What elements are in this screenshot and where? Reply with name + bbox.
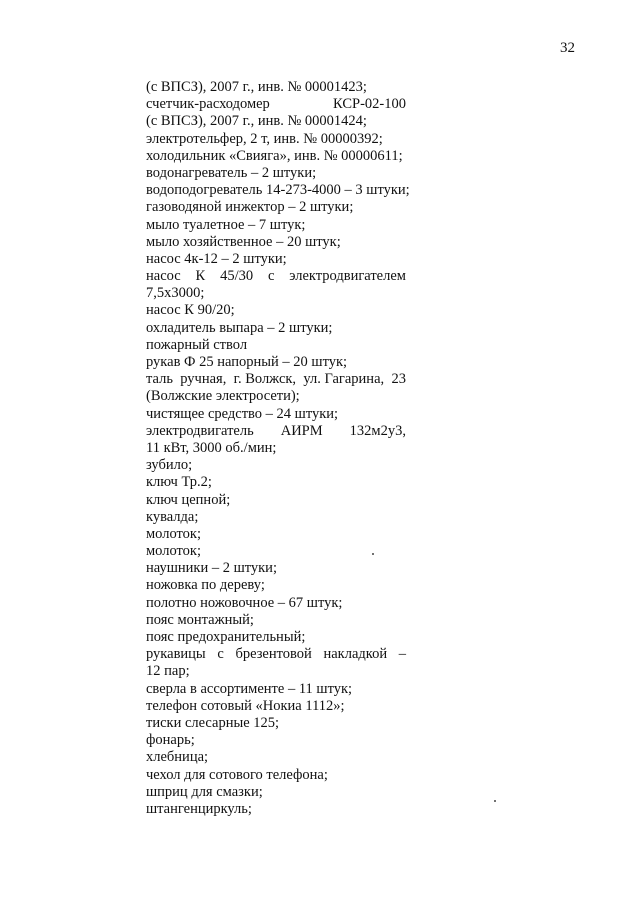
document-line: холодильник «Свияга», инв. № 00000611; (146, 147, 403, 164)
document-line-word: электродвигателем (289, 268, 406, 285)
document-line-word: КСР-02-100 (333, 96, 406, 113)
scan-speck (494, 800, 496, 802)
document-line: (Волжские электросети); (146, 388, 300, 405)
document-line (146, 423, 406, 440)
document-line-word: с (267, 268, 275, 285)
document-line: наушники – 2 штуки; (146, 560, 277, 577)
document-line: ключ Тр.2; (146, 474, 212, 491)
document-line-word: ручная, (180, 371, 227, 388)
document-line: водонагреватель – 2 штуки; (146, 164, 317, 181)
document-line-word: электродвигатель (146, 422, 254, 439)
document-line: фонарь; (146, 732, 195, 749)
document-line: пояс монтажный; (146, 611, 254, 628)
document-line-word: таль (146, 371, 173, 388)
document-line-word: ул. Гагарина, (303, 371, 385, 388)
document-line (146, 646, 406, 663)
document-line-word: с (217, 646, 224, 663)
document-line: зубило; (146, 457, 193, 474)
document-line: электротельфер, 2 т, инв. № 00000392; (146, 130, 383, 147)
document-line-word: насос (146, 268, 181, 285)
document-line: штангенциркуль; (146, 800, 252, 817)
document-line-word: брезентовой (235, 646, 312, 663)
document-line: чистящее средство – 24 штуки; (146, 405, 339, 422)
document-line: насос К 90/20; (146, 302, 235, 319)
document-line: 11 кВт, 3000 об./мин; (146, 439, 277, 456)
document-line-word: – (398, 646, 406, 663)
document-line: мыло хозяйственное – 20 штук; (146, 233, 341, 250)
document-line: насос 4к-12 – 2 штуки; (146, 250, 287, 267)
document-line: (с ВПСЗ), 2007 г., инв. № 00001423; (146, 79, 367, 95)
document-line-word: накладкой (323, 646, 388, 663)
document-line-word: АИРМ (280, 422, 323, 439)
document-line: молоток; (146, 543, 201, 560)
document-line: сверла в ассортименте – 11 штук; (146, 680, 353, 697)
scan-speck (372, 553, 374, 555)
document-line: ножовка по дереву; (146, 577, 265, 594)
document-line (146, 268, 406, 285)
document-line: (с ВПСЗ), 2007 г., инв. № 00001424; (146, 113, 367, 130)
document-line-word: рукавицы (146, 646, 206, 663)
document-line-word: счетчик-расходомер (146, 96, 270, 113)
document-line (146, 371, 406, 388)
document-line: кувалда; (146, 508, 199, 525)
document-line: 12 пар; (146, 663, 190, 680)
document-line: хлебница; (146, 749, 209, 766)
document-line: телефон сотовый «Нокиа 1112»; (146, 697, 345, 714)
document-line: 7,5х3000; (146, 285, 205, 302)
document-line: чехол для сотового телефона; (146, 766, 328, 783)
document-line: пожарный ствол (146, 336, 248, 353)
document-line: ключ цепной; (146, 491, 231, 508)
document-line: водоподогреватель 14-273-4000 – 3 штуки; (146, 182, 410, 199)
document-line: пояс предохранительный; (146, 629, 306, 645)
document-line-word: г. Волжск, (233, 371, 297, 388)
document-line: рукав Ф 25 напорный – 20 штук; (146, 354, 348, 370)
document-line-word: К (195, 268, 206, 285)
page-number: 32 (560, 40, 575, 56)
document-line-word: 132м2у3, (349, 422, 406, 439)
document-line: охладитель выпара – 2 штуки; (146, 319, 333, 336)
document-line: тиски слесарные 125; (146, 714, 280, 731)
document-line-word: 23 (391, 371, 406, 388)
document-line: молоток; (146, 525, 201, 542)
document-line-word: 45/30 (220, 268, 254, 285)
document-line: мыло туалетное – 7 штук; (146, 216, 306, 233)
document-body (146, 79, 410, 818)
document-line: шприц для смазки; (146, 783, 263, 800)
document-line: полотно ножовочное – 67 штук; (146, 594, 343, 611)
document-line (146, 96, 406, 113)
document-line: газоводяной инжектор – 2 штуки; (146, 199, 354, 216)
